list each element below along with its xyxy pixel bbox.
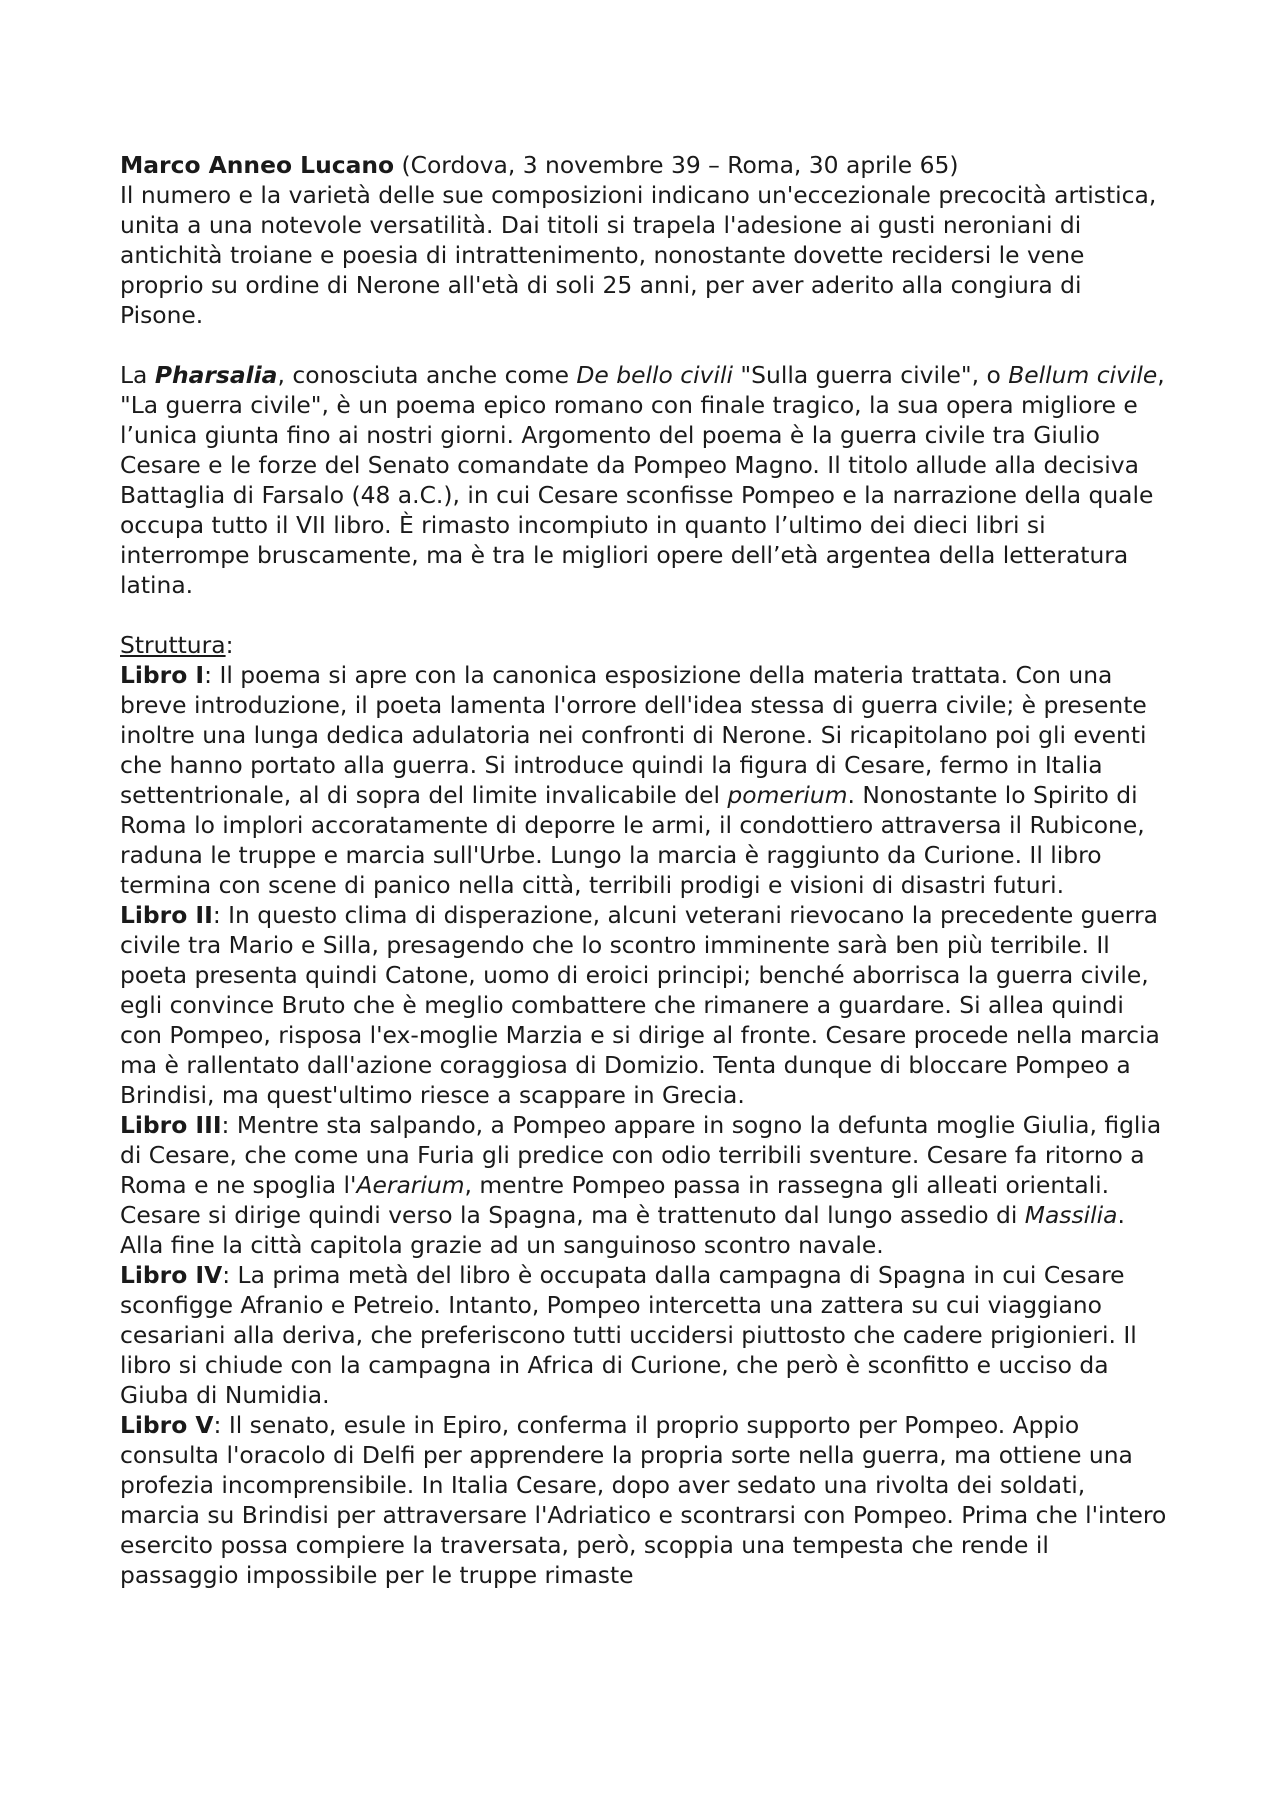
book-1-label: Libro I [120,661,205,689]
book-3-emphasis-1: Aerarium [356,1171,465,1199]
book-2-label: Libro II [120,901,213,929]
book-2 [120,900,1170,1110]
book-5 [120,1410,1170,1590]
structure-heading-line [120,630,1170,660]
book-5-label: Libro V [120,1411,214,1439]
structure-colon: : [225,631,234,659]
document-page [120,150,1170,1590]
pharsalia-alt-title-1: De bello civili [576,361,733,389]
pharsalia-title: Pharsalia [154,361,278,389]
book-3-text-a: : Mentre sta salpando, a Pompeo appare in sogno la defunta moglie Giulia, figlia di Cesare, che come una Furia gli predice con odio terribili sventure. Cesare fa ritorno a Roma e ne spoglia l' [120,1111,1162,1199]
book-4-label: Libro IV [120,1261,223,1289]
book-3-emphasis-2: Massilia [1024,1201,1118,1229]
intro-paragraph: Il numero e la varietà delle sue composizioni indicano un'eccezionale precocità artistica, unita a una notevole versatilità. Dai titoli si trapela l'adesione ai gusti neroniani di antichità troiane e poesia di intrattenimento, nonostante dovette recidersi le vene proprio su ordine di Nerone all'età di soli 25 anni, per aver aderito alla congiura di Pisone. [120,181,1157,329]
intro-heading-line [120,150,1170,180]
paragraph-gap [120,330,1170,360]
book-3 [120,1110,1170,1260]
pharsalia-text-1: La [120,361,155,389]
pharsalia-text-2: , conosciuta anche come [277,361,577,389]
book-4-text: : La prima metà del libro è occupata dalla campagna di Spagna in cui Cesare sconfigge Afranio e Petreio. Intanto, Pompeo intercetta una zattera su cui viaggiano cesariani alla deriva, che preferiscono tutti uccidersi piuttosto che cadere prigionieri. Il libro si chiude con la campagna in Africa di Curione, che però è sconfitto e ucciso da Giuba di Numidia. [120,1261,1137,1409]
pharsalia-text-3: "Sulla guerra civile", o [732,361,1009,389]
book-3-label: Libro III [120,1111,222,1139]
author-dates: (Cordova, 3 novembre 39 – Roma, 30 aprile 65) [394,151,959,179]
structure-heading: Struttura [120,631,226,659]
pharsalia-text-4: , "La guerra civile", è un poema epico romano con finale tragico, la sua opera migliore e l’unica giunta fino ai nostri giorni. Argomento del poema è la guerra civile tra Giulio Cesare e le forze del Senato comandate da Pompeo Magno. Il titolo allude alla decisiva Battaglia di Farsalo (48 a.C.), in cui Cesare sconfisse Pompeo e la narrazione della quale occupa tutto il VII libro. È rimasto incompiuto in quanto l’ultimo dei dieci libri si interrompe bruscamente, ma è tra le migliori opere dell’età argentea della letteratura latina. [120,361,1165,599]
book-1 [120,660,1170,900]
paragraph-gap [120,600,1170,630]
book-4 [120,1260,1170,1410]
book-5-text: : Il senato, esule in Epiro, conferma il proprio supporto per Pompeo. Appio consulta l'oracolo di Delfi per apprendere la propria sorte nella guerra, ma ottiene una profezia incomprensibile. In Italia Cesare, dopo aver sedato una rivolta dei soldati, marcia su Brindisi per attraversare l'Adriatico e scontrarsi con Pompeo. Prima che l'intero esercito possa compiere la traversata, però, scoppia una tempesta che rende il passaggio impossibile per le truppe rimaste [120,1411,1167,1589]
book-3-text-c: . Alla fine la città capitola grazie ad un sanguinoso scontro navale. [120,1201,1125,1259]
book-1-text-a: : Il poema si apre con la canonica esposizione della materia trattata. Con una breve introduzione, il poeta lamenta l'orrore dell'idea stessa di guerra civile; è presente inoltre una lunga dedica adulatoria nei confronti di Nerone. Si ricapitolano poi gli eventi che hanno portato alla guerra. Si introduce quindi la figura di Cesare, fermo in Italia settentrionale, al di sopra del limite invalicabile del [120,661,1147,809]
pharsalia-alt-title-2: Bellum civile [1008,361,1158,389]
book-2-text: : In questo clima di disperazione, alcuni veterani rievocano la precedente guerra civile tra Mario e Silla, presagendo che lo scontro imminente sarà ben più terribile. Il poeta presenta quindi Catone, uomo di eroici principi; benché aborrisca la guerra civile, egli convince Bruto che è meglio combattere che rimanere a guardare. Si allea quindi con Pompeo, risposa l'ex-moglie Marzia e si dirige al fronte. Cesare procede nella marcia ma è rallentato dall'azione coraggiosa di Domizio. Tenta dunque di bloccare Pompeo a Brindisi, ma quest'ultimo riesce a scappare in Grecia. [120,901,1160,1109]
book-3-text-b: , mentre Pompeo passa in rassegna gli alleati orientali. Cesare si dirige quindi verso la Spagna, ma è trattenuto dal lungo assedio di [120,1171,1110,1229]
book-1-emphasis: pomerium [727,781,848,809]
author-name: Marco Anneo Lucano [120,151,395,179]
book-1-text-b: . Nonostante lo Spirito di Roma lo implori accoratamente di deporre le armi, il condottiero attraversa il Rubicone, raduna le truppe e marcia sull'Urbe. Lungo la marcia è raggiunto da Curione. Il libro termina con scene di panico nella città, terribili prodigi e visioni di disastri futuri. [120,781,1145,899]
pharsalia-paragraph [120,360,1170,600]
